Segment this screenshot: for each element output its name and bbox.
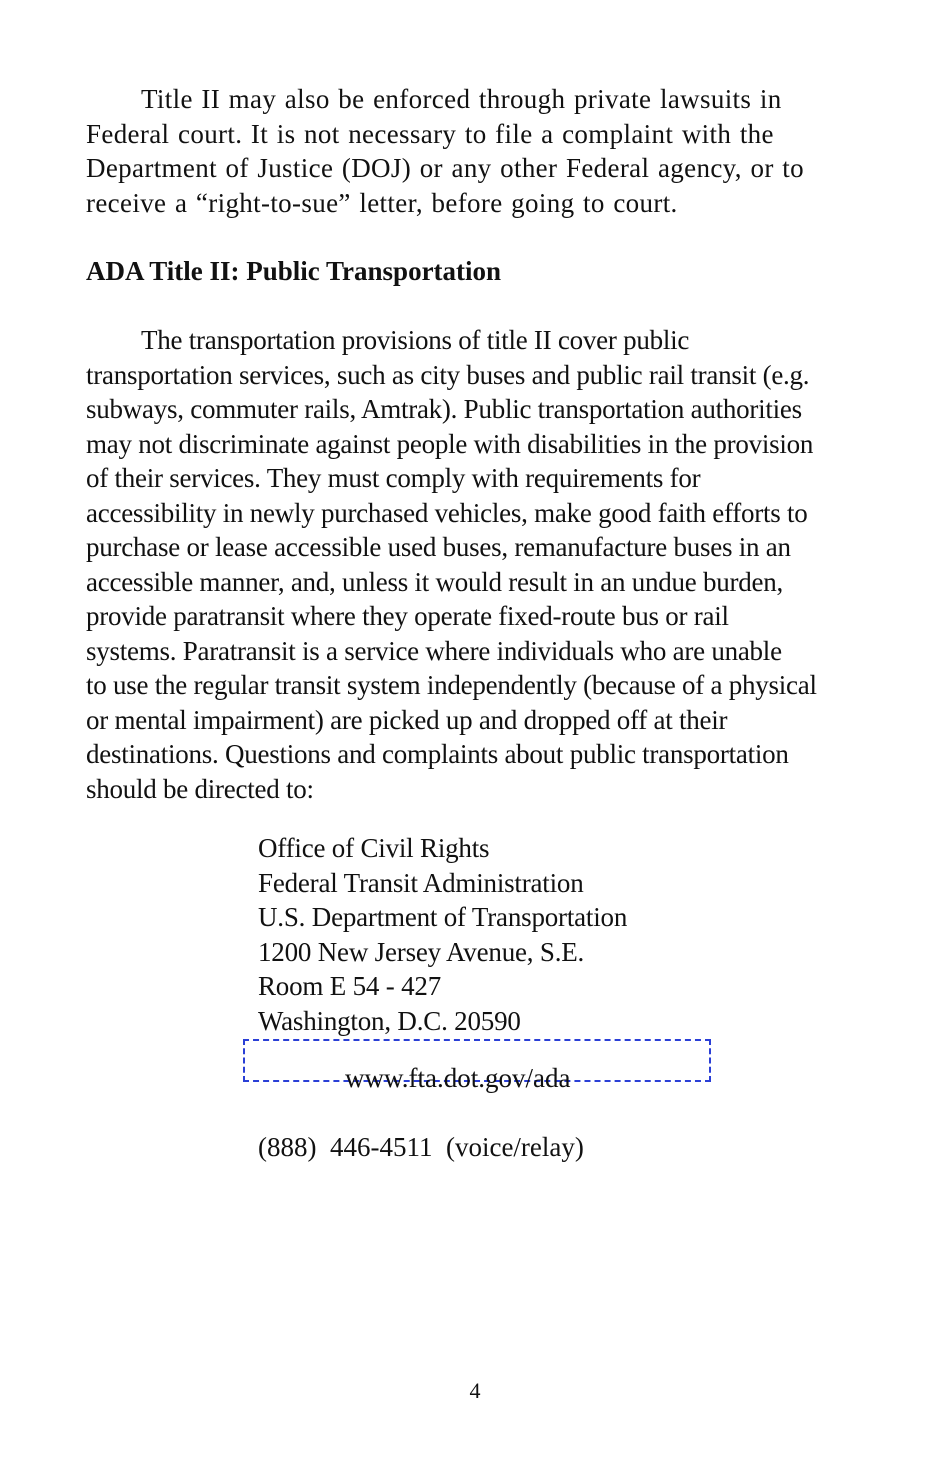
- paragraph-line: purchase or lease accessible used buses, remanufacture buses in an: [86, 532, 791, 562]
- paragraph-line: or mental impairment) are picked up and dropped off at their: [86, 704, 728, 735]
- paragraph-line: subways, commuter rails, Amtrak). Public transportation authorities: [86, 394, 802, 424]
- paragraph-line: receive a “right-to-sue” letter, before going to court.: [86, 187, 678, 218]
- phone-number: (888) 446-4511 (voice/relay): [258, 1132, 584, 1162]
- paragraph-line: systems. Paratransit is a service where individuals who are unable: [86, 635, 782, 666]
- paragraph-line: destinations. Questions and complaints about public transportation: [86, 739, 789, 769]
- paragraph-line: Department of Justice (DOJ) or any other Federal agency, or to: [86, 153, 804, 183]
- paragraph-line: should be directed to:: [86, 773, 314, 804]
- paragraph-line: Federal court. It is not necessary to file a complaint with the: [86, 118, 774, 149]
- address-line: Office of Civil Rights: [258, 833, 490, 863]
- page-number: 4: [469, 1378, 481, 1403]
- paragraph-line: accessible manner, and, unless it would result in an undue burden,: [86, 566, 783, 597]
- section-heading: ADA Title II: Public Transportation: [86, 256, 502, 286]
- paragraph-line: The transportation provisions of title II cover public: [141, 325, 690, 355]
- paragraph-line: may not discriminate against people with disabilities in the provision: [86, 428, 814, 459]
- paragraph-line: transportation services, such as city buses and public rail transit (e.g.: [86, 359, 810, 390]
- address-line: Washington, D.C. 20590: [258, 1005, 521, 1036]
- contact-address: [258, 831, 627, 1038]
- body-paragraph: [86, 323, 886, 806]
- intro-paragraph: [86, 82, 866, 220]
- website-link[interactable]: www.fta.dot.gov/ada: [345, 1063, 571, 1093]
- paragraph-line: accessibility in newly purchased vehicles, make good faith efforts to: [86, 497, 808, 528]
- paragraph-line: of their services. They must comply with requirements for: [86, 463, 701, 493]
- paragraph-line: to use the regular transit system independently (because of a physical: [86, 670, 817, 700]
- paragraph-line: provide paratransit where they operate fixed-route bus or rail: [86, 601, 729, 631]
- address-line: Room E 54 - 427: [258, 971, 441, 1001]
- paragraph-line: Title II may also be enforced through private lawsuits in: [141, 84, 782, 114]
- address-line: 1200 New Jersey Avenue, S.E.: [258, 936, 585, 967]
- address-line: Federal Transit Administration: [258, 867, 584, 898]
- address-line: U.S. Department of Transportation: [258, 902, 628, 932]
